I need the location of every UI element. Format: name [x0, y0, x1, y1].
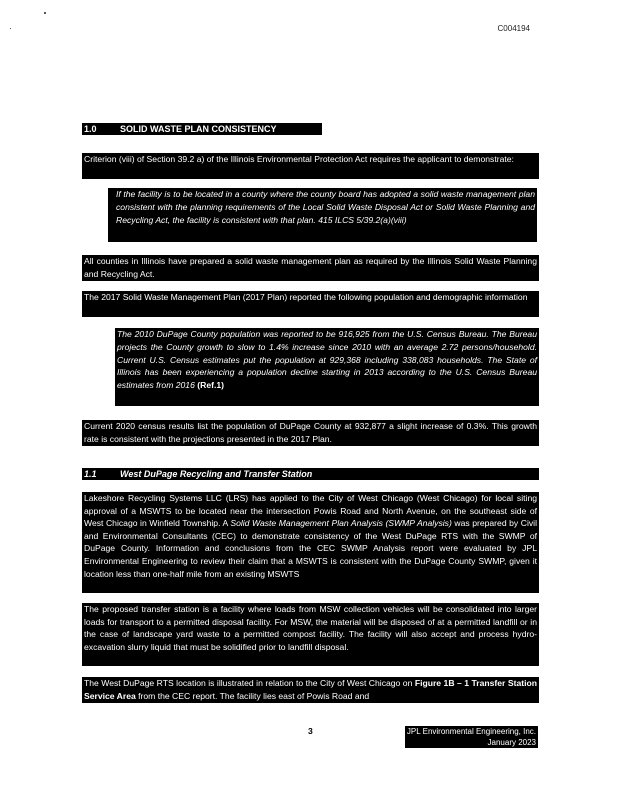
figure-reference: Figure 1B – 1 Transfer Station Service Area — [84, 678, 537, 701]
plan-2017-paragraph: The 2017 Solid Waste Management Plan (2017 Plan) reported the following population and demographic information — [82, 291, 539, 317]
lrs-text-b: was prepared by Civil and Environmental Consultants (CEC) to demonstrate consistency of the West DuPage RTS with the SWMP of DuPage County. Information and conclusions from the CEC SWMP Analysis report were evaluated by JPL Environmental Engineering to review their claim that a MSWTS is consistent with the DuPage County SWMP, given it location less than one-half mile from an existing MSWTS — [84, 518, 537, 579]
census-quote — [115, 328, 539, 406]
census-reference: (Ref.1) — [197, 380, 224, 391]
section-heading — [82, 123, 322, 135]
subsection-title: West DuPage Recycling and Transfer Station — [120, 469, 313, 479]
census-2020-paragraph: Current 2020 census results list the population of DuPage County at 932,877 a slight increase of 0.3%. This growth rate is consistent with the projections presented in the 2017 Plan. — [82, 420, 539, 446]
document-id: C004194 — [497, 24, 530, 33]
scan-speck — [44, 12, 46, 14]
section-number: 1.0 — [84, 124, 97, 134]
scan-speck — [10, 28, 11, 29]
counties-paragraph: All counties in Illinois have prepared a solid waste management plan as required by the Illinois Solid Waste Planning and Recycling Act. — [82, 255, 539, 281]
footer-date: January 2023 — [487, 738, 536, 747]
footer-company: JPL Environmental Engineering, Inc. — [406, 727, 536, 736]
location-text-a: The West DuPage RTS location is illustrated in relation to the City of West Chicago on — [84, 678, 415, 688]
location-text-b: from the CEC report. The facility lies east of Powis Road and — [135, 690, 370, 701]
subsection-heading — [82, 468, 539, 480]
section-title: SOLID WASTE PLAN CONSISTENCY — [120, 124, 277, 134]
lrs-text-a: Lakeshore Recycling Systems LLC (LRS) has applied to the City of West Chicago (West Chicago) for local siting approval of a MSWTS to be located near the intersection Powis Road and North Avenue, on the southeast side of West Chicago in Winfield Township. A — [84, 493, 537, 529]
census-quote-text: The 2010 DuPage County population was reported to be 916,925 from the U.S. Census Bureau. The Bureau projects the County growth to slow to 1.4% increase since 2010 with an average 2.72 persons/household. Current U.S. Census estimates put the population at 929,368 including 338,083 households. The State of Illinois has been experiencing a population decline starting in 2013 according to the U.S. Census Bureau estimates from 2016 — [117, 329, 537, 391]
lrs-paragraph — [82, 492, 539, 593]
footer-company-block — [405, 726, 538, 748]
page-number: 3 — [308, 726, 313, 736]
transfer-station-paragraph: The proposed transfer station is a facility where loads from MSW collection vehicles will be consolidated into larger loads for transport to a permitted disposal facility. For MSW, the material will be disposed of at a permitted landfill or in the case of landscape yard waste to a permitted compost facility. The facility will also accept and process hydro-excavation slurry liquid that must be solidified prior to landfill disposal. — [82, 603, 539, 666]
location-paragraph — [82, 677, 539, 703]
swmp-analysis-title: Solid Waste Management Plan Analysis (SWMP Analysis) — [230, 518, 452, 529]
subsection-number: 1.1 — [84, 469, 97, 479]
intro-paragraph: Criterion (viii) of Section 39.2 a) of the Illinois Environmental Protection Act requires the applicant to demonstrate: — [82, 153, 539, 179]
statute-quote: If the facility is to be located in a county where the county board has adopted a solid waste management plan consistent with the planning requirements of the Local Solid Waste Disposal Act or Solid Waste Planning and Recycling Act, the facility is consistent with that plan. 415 ILCS 5/39.2(a)(viii) — [108, 188, 537, 242]
